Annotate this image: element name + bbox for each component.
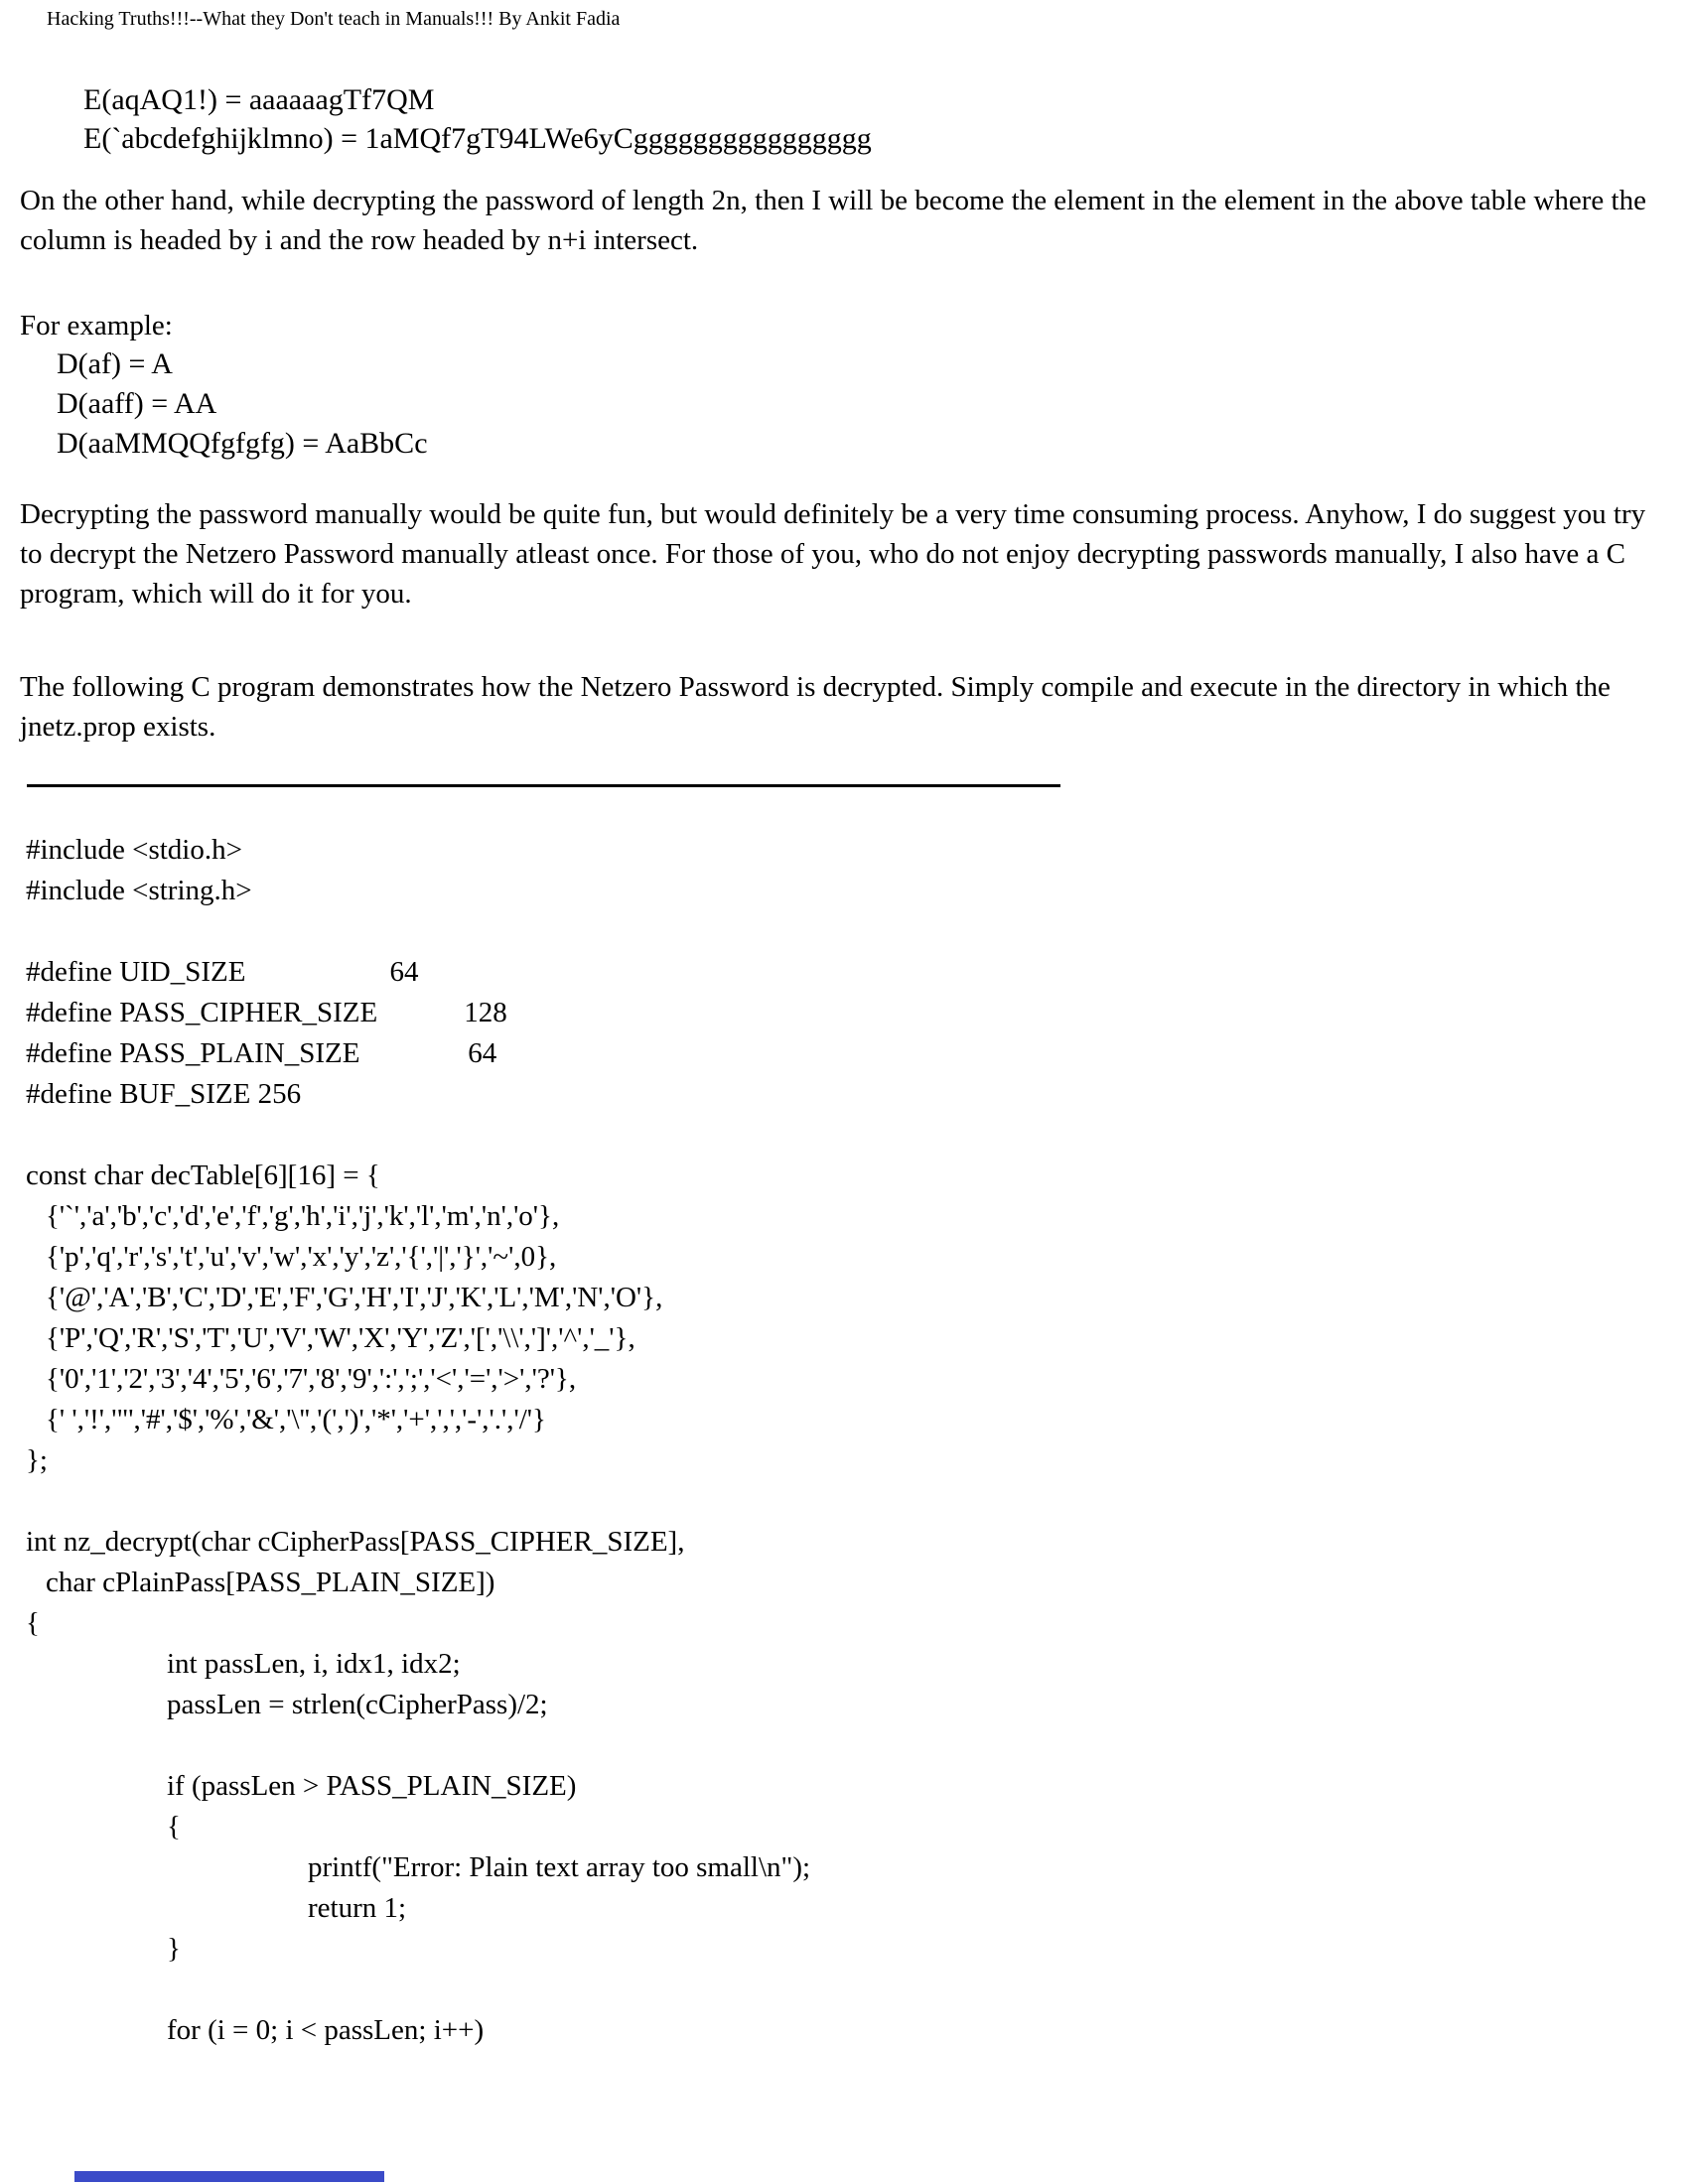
code-line: char cPlainPass[PASS_PLAIN_SIZE])	[46, 1567, 495, 1598]
for-example-label: For example:	[20, 310, 173, 341]
code-line: {'0','1','2','3','4','5','6','7','8','9',':',';','<','=','>','?'},	[46, 1363, 577, 1395]
paragraph-manual-decryption: Decrypting the password manually would be quite fun, but would definitely be a very time consuming process. Anyhow, I do suggest you try to decrypt the Netzero Password manually atleast once. For those of you, who do not enjoy decrypting passwords manually, I also have a C program, which will do it for you.	[20, 498, 1646, 610]
code-line: {'p','q','r','s','t','u','v','w','x','y','z','{','|','}','~',0},	[46, 1241, 557, 1273]
code-line: #define PASS_PLAIN_SIZE 64	[26, 1037, 497, 1069]
code-line: #define BUF_SIZE 256	[26, 1078, 302, 1110]
code-line: #include <stdio.h>	[26, 834, 242, 866]
encryption-example-line: E(`abcdefghijklmno) = 1aMQf7gT94LWe6yCgggggggggggggggg	[83, 122, 872, 155]
code-blank-line	[26, 911, 1664, 952]
code-line: {	[26, 1607, 40, 1639]
code-line: int passLen, i, idx1, idx2;	[167, 1648, 461, 1680]
code-line: #include <string.h>	[26, 875, 252, 906]
decryption-example-line: D(aaMMQQfgfgfg) = AaBbCc	[57, 427, 428, 460]
code-line: {'`','a','b','c','d','e','f','g','h','i','j','k','l','m','n','o'},	[46, 1200, 560, 1232]
code-line: #define UID_SIZE 64	[26, 956, 419, 988]
footer-blue-bar	[74, 2171, 384, 2182]
code-line: {'P','Q','R','S','T','U','V','W','X','Y','Z','[','\\',']','^','_'},	[46, 1322, 635, 1354]
code-line: {' ','!','"','#','$','%','&','\'','(',')','*','+',',','-','.','/'}	[46, 1404, 546, 1435]
code-line: };	[26, 1444, 48, 1476]
code-line: printf("Error: Plain text array too small\n");	[308, 1851, 811, 1883]
code-line: for (i = 0; i < passLen; i++)	[167, 2014, 485, 2046]
code-line: return 1;	[308, 1892, 407, 1924]
page-header: Hacking Truths!!!--What they Don't teach in Manuals!!! By Ankit Fadia	[47, 8, 621, 30]
code-line: #define PASS_CIPHER_SIZE 128	[26, 997, 507, 1028]
code-line: }	[167, 1933, 181, 1965]
code-line: {'@','A','B','C','D','E','F','G','H','I','J','K','L','M','N','O'},	[46, 1282, 663, 1313]
code-blank-line	[26, 1115, 1664, 1156]
c-code-listing	[26, 830, 1664, 2051]
code-blank-line	[26, 1970, 1664, 2010]
decryption-example-line: D(af) = A	[57, 347, 173, 380]
encryption-example-line: E(aqAQ1!) = aaaaaagTf7QM	[83, 83, 435, 116]
code-line: int nz_decrypt(char cCipherPass[PASS_CIPHER_SIZE],	[26, 1526, 685, 1558]
code-line: {	[167, 1811, 181, 1843]
code-blank-line	[26, 1725, 1664, 1766]
paragraph-c-program-intro: The following C program demonstrates how the Netzero Password is decrypted. Simply compile and execute in the directory in which the jnetz.prop exists.	[20, 671, 1611, 743]
code-line: if (passLen > PASS_PLAIN_SIZE)	[167, 1770, 577, 1802]
code-line: passLen = strlen(cCipherPass)/2;	[167, 1689, 548, 1720]
paragraph-decrypting-rule: On the other hand, while decrypting the password of length 2n, then I will be become the element in the element in the above table where the column is headed by i and the row headed by n+i intersect.	[20, 185, 1646, 256]
code-blank-line	[26, 1481, 1664, 1522]
decryption-example-line: D(aaff) = AA	[57, 387, 217, 420]
divider-line	[27, 784, 1060, 787]
code-line: const char decTable[6][16] = {	[26, 1160, 380, 1191]
